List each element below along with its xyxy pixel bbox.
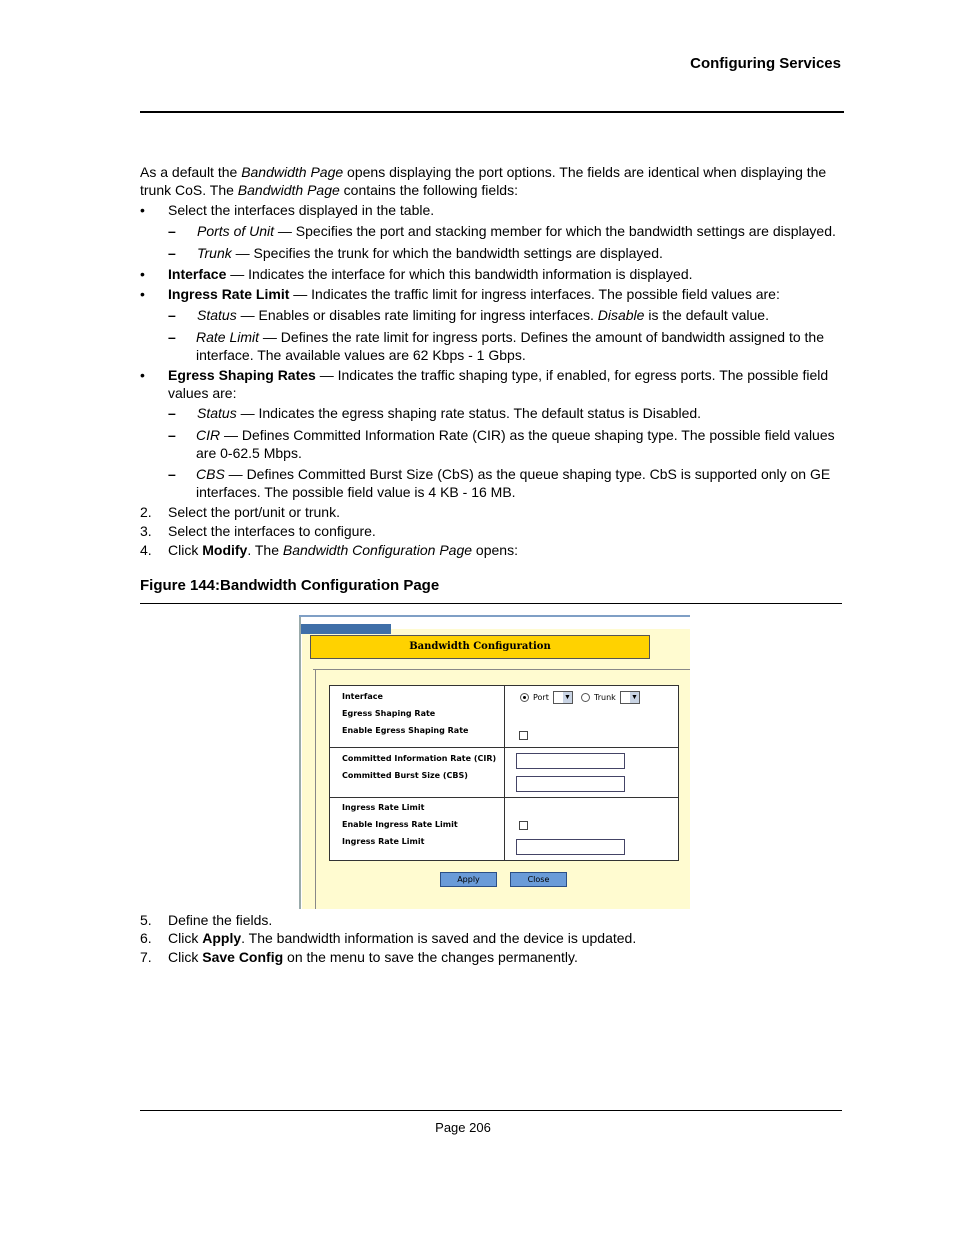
sub-rate-limit: Rate Limit — Defines the rate limit for ingress ports. Defines the amount of bandwidth assigned to the interface. The available values are 62 Kbps - 1 Gbps. — [196, 329, 824, 363]
chevron-down-icon: ▼ — [564, 694, 571, 701]
step-number: 7. — [140, 949, 152, 965]
dash-marker: – — [168, 405, 176, 421]
enable-ingress-label: Enable Ingress Rate Limit — [342, 820, 458, 829]
port-radio-label: Port — [533, 693, 549, 702]
step-number: 4. — [140, 542, 152, 558]
step-number: 3. — [140, 523, 152, 539]
dash-marker: – — [168, 466, 176, 482]
settings-table — [329, 685, 679, 861]
bullet-interface: Interface — Indicates the interface for which this bandwidth information is displayed. — [168, 266, 693, 282]
divider — [315, 669, 316, 909]
running-header: Configuring Services — [690, 55, 841, 72]
row-divider — [330, 797, 678, 798]
step-number: 2. — [140, 504, 152, 520]
enable-egress-label: Enable Egress Shaping Rate — [342, 726, 469, 735]
step-3: Select the interfaces to configure. — [168, 523, 376, 539]
bullet-marker: • — [140, 367, 145, 383]
bullet-ingress-rate-limit: Ingress Rate Limit — Indicates the traffic limit for ingress interfaces. The possible field values are: — [168, 286, 780, 302]
dash-marker: – — [168, 427, 176, 443]
intro-paragraph: As a default the Bandwidth Page opens displaying the port options. The fields are identical when displaying the trunk CoS. The Bandwidth Page contains the following fields: — [140, 164, 827, 198]
cbs-input[interactable] — [516, 776, 625, 792]
figure-rule — [140, 603, 842, 604]
ingress-rate-limit-input[interactable] — [516, 839, 625, 855]
cir-label: Committed Information Rate (CIR) — [342, 754, 497, 763]
bullet-select-interfaces: Select the interfaces displayed in the table. — [168, 202, 435, 218]
cir-input[interactable] — [516, 753, 625, 769]
tab-bar[interactable] — [301, 624, 391, 634]
frame-border — [299, 615, 301, 909]
step-5: Define the fields. — [168, 912, 273, 928]
page-number: Page 206 — [435, 1120, 491, 1135]
close-button[interactable]: Close — [510, 872, 567, 887]
cbs-label: Committed Burst Size (CBS) — [342, 771, 468, 780]
dash-marker: – — [168, 329, 176, 345]
dash-marker: – — [168, 245, 176, 261]
sub-cbs: CBS — Defines Committed Burst Size (CbS) as the queue shaping type. CbS is supported only on GE interfaces. The possible field value is 4 KB - 16 MB. — [196, 466, 831, 500]
bullet-egress-shaping: Egress Shaping Rates — Indicates the traffic shaping type, if enabled, for egress ports. The possible field values are: — [168, 367, 829, 401]
sub-trunk: Trunk — Specifies the trunk for which the bandwidth settings are displayed. — [197, 245, 663, 261]
apply-button[interactable]: Apply — [440, 872, 497, 887]
enable-egress-checkbox[interactable] — [519, 731, 528, 740]
bullet-marker: • — [140, 266, 145, 282]
frame-border — [299, 615, 690, 617]
port-select[interactable] — [553, 691, 573, 704]
figure-caption: Figure 144:Bandwidth Configuration Page — [140, 577, 440, 594]
sub-cir: CIR — Defines Committed Information Rate (CIR) as the queue shaping type. The possible field values are 0-62.5 Mbps. — [196, 427, 835, 461]
egress-shaping-rate-label: Egress Shaping Rate — [342, 709, 436, 718]
trunk-radio[interactable] — [581, 693, 590, 702]
step-6: Click Apply. The bandwidth information is saved and the device is updated. — [168, 930, 637, 946]
enable-ingress-checkbox[interactable] — [519, 821, 528, 830]
sub-egress-status: Status — Indicates the egress shaping rate status. The default status is Disabled. — [197, 405, 702, 421]
column-divider — [504, 686, 505, 860]
panel-title: Bandwidth Configuration — [310, 635, 650, 659]
row-divider — [330, 747, 678, 748]
step-2: Select the port/unit or trunk. — [168, 504, 340, 520]
dash-marker: – — [168, 223, 176, 239]
sub-ingress-status: Status — Enables or disables rate limiting for ingress interfaces. Disable is the default value. — [197, 307, 769, 323]
step-4: Click Modify. The Bandwidth Configuration Page opens: — [168, 542, 518, 558]
ingress-rate-limit-value-label: Ingress Rate Limit — [342, 837, 425, 846]
interface-label: Interface — [342, 692, 383, 701]
chevron-down-icon: ▼ — [631, 694, 638, 701]
trunk-radio-label: Trunk — [594, 693, 616, 702]
divider — [313, 669, 690, 670]
step-number: 5. — [140, 912, 152, 928]
port-radio[interactable] — [520, 693, 529, 702]
footer-rule — [140, 1110, 842, 1111]
sub-ports-of-unit: Ports of Unit — Specifies the port and stacking member for which the bandwidth settings are displayed. — [197, 223, 836, 239]
dash-marker: – — [168, 307, 176, 323]
step-number: 6. — [140, 930, 152, 946]
step-7: Click Save Config on the menu to save the changes permanently. — [168, 949, 578, 965]
trunk-select[interactable] — [620, 691, 640, 704]
bullet-marker: • — [140, 202, 145, 218]
header-rule — [140, 111, 844, 113]
ingress-rate-limit-label: Ingress Rate Limit — [342, 803, 425, 812]
bullet-marker: • — [140, 286, 145, 302]
bandwidth-config-screenshot — [299, 615, 690, 909]
